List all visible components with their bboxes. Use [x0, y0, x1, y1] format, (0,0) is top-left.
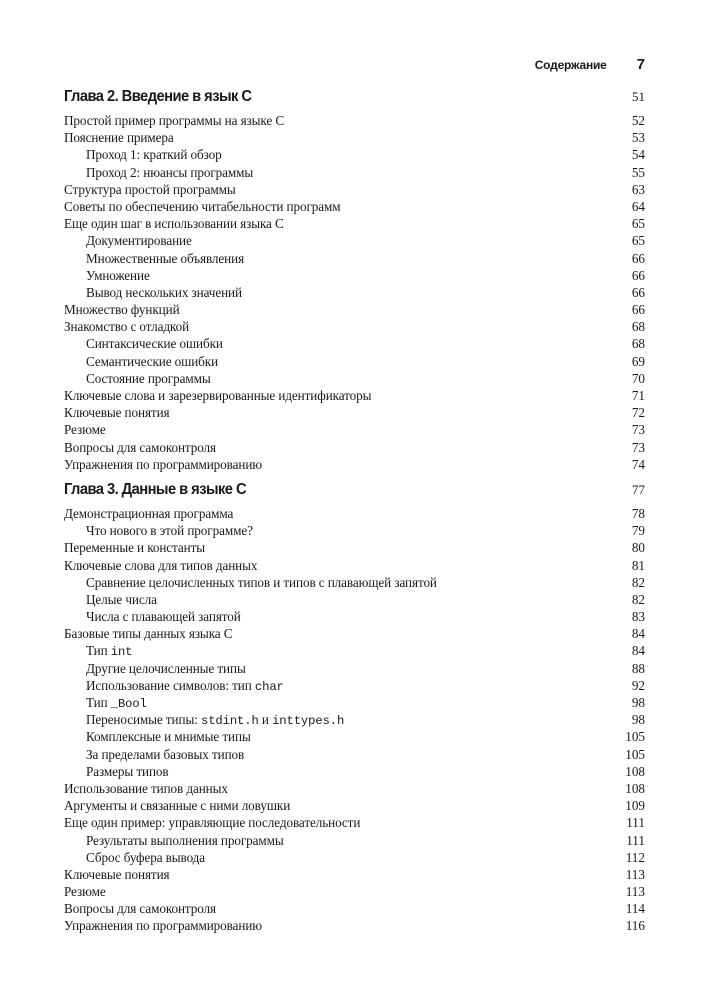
toc-entry-title	[64, 625, 232, 642]
toc-entry-page: 63	[631, 181, 645, 197]
toc-section	[64, 404, 645, 421]
entry-text: Тип	[86, 643, 111, 659]
toc-section	[64, 539, 645, 556]
toc-subsection	[64, 677, 645, 694]
page-number: 7	[636, 56, 645, 73]
toc-entry-page: 98	[631, 712, 645, 728]
entry-text: Целые числа	[86, 591, 157, 607]
toc-section	[64, 421, 645, 438]
toc-entry-title	[64, 232, 192, 249]
toc-entry-title	[64, 728, 251, 745]
entry-text: Знакомство с отладкой	[64, 319, 190, 335]
toc-entry-page: 116	[625, 918, 645, 934]
toc-entry-title	[64, 318, 189, 335]
toc-entry-page: 69	[631, 353, 645, 369]
code-term: stdint.h	[200, 714, 259, 729]
entry-text: Вопросы для самоконтроля	[64, 901, 217, 917]
toc-entry-title	[64, 832, 284, 849]
toc-entry-title	[64, 608, 241, 625]
chapter-title: Глава 2. Введение в язык С	[64, 88, 252, 105]
entry-text: Переменные и константы	[64, 540, 206, 556]
toc-section	[64, 129, 645, 146]
toc-entry-title	[64, 250, 244, 267]
entry-text: Ключевые понятия	[64, 866, 170, 882]
toc-entry-title	[64, 456, 262, 473]
toc-entry-page: 81	[631, 557, 645, 573]
toc-section	[64, 318, 645, 335]
toc-entry-page: 65	[631, 233, 645, 249]
chapter-heading	[64, 88, 645, 112]
entry-text: Вывод нескольких значений	[86, 284, 242, 300]
entry-text: За пределами базовых типов	[86, 746, 245, 762]
toc-subsection	[64, 608, 645, 625]
toc-section	[64, 439, 645, 456]
toc-entry-page: 66	[631, 267, 645, 283]
toc-entry-page: 112	[625, 849, 645, 865]
entry-text: Вопросы для самоконтроля	[64, 439, 217, 455]
toc-entry-title	[64, 883, 106, 900]
toc-section	[64, 215, 645, 232]
toc-entry-page: 80	[631, 540, 645, 556]
entry-text: Аргументы и связанные с ними ловушки	[64, 798, 291, 814]
toc-subsection	[64, 232, 645, 249]
toc-entry-page: 64	[631, 198, 645, 214]
toc-entry-title	[64, 539, 205, 556]
entry-text: Простой пример программы на языке С	[64, 113, 285, 128]
entry-text: Результаты выполнения программы	[86, 832, 284, 848]
toc-entry-page: 92	[631, 677, 645, 693]
entry-text: Структура простой программы	[64, 181, 236, 197]
entry-text: Множественные объявления	[86, 250, 245, 266]
toc-entry-title	[64, 746, 244, 763]
toc-entry-title	[64, 591, 157, 608]
toc-entry-page: 113	[625, 884, 645, 900]
toc-subsection	[64, 522, 645, 539]
toc-entry-page: 114	[625, 901, 645, 917]
toc-entry-title	[64, 660, 246, 677]
toc-entry-title	[64, 353, 218, 370]
toc-entry-page: 66	[631, 284, 645, 300]
toc-entry-page: 78	[631, 505, 645, 521]
table-of-contents	[64, 88, 645, 935]
toc-entry-title	[64, 112, 284, 129]
toc-subsection	[64, 335, 645, 352]
toc-entry-title	[64, 404, 170, 421]
toc-entry-title	[64, 284, 242, 301]
toc-subsection	[64, 642, 645, 659]
toc-entry-title	[64, 215, 284, 232]
entry-text: Семантические ошибки	[86, 353, 219, 369]
toc-section	[64, 112, 645, 129]
toc-entry-page: 65	[631, 216, 645, 232]
toc-entry-page: 54	[631, 147, 645, 163]
toc-entry-page: 88	[631, 660, 645, 676]
toc-entry-page: 84	[631, 626, 645, 642]
toc-entry-title	[64, 574, 437, 591]
toc-entry-title	[64, 505, 233, 522]
toc-entry-title	[64, 814, 360, 831]
entry-text: Состояние программы	[86, 370, 211, 386]
toc-subsection	[64, 660, 645, 677]
toc-entry-page: 52	[631, 113, 645, 128]
toc-entry-page: 68	[631, 336, 645, 352]
code-term: int	[110, 645, 133, 660]
toc-section	[64, 387, 645, 404]
chapter-page: 51	[632, 89, 645, 104]
entry-text: Ключевые понятия	[64, 405, 170, 421]
toc-entry-page: 105	[625, 746, 645, 762]
entry-text: Переносимые типы:	[86, 712, 201, 728]
entry-text: Резюме	[64, 884, 106, 900]
toc-subsection	[64, 763, 645, 780]
toc-subsection	[64, 250, 645, 267]
toc-entry-title	[64, 267, 150, 284]
toc-subsection	[64, 832, 645, 849]
toc-entry-title	[64, 146, 222, 163]
toc-subsection	[64, 370, 645, 387]
toc-entry-title	[64, 335, 223, 352]
toc-section	[64, 181, 645, 198]
toc-entry-page: 111	[626, 832, 645, 848]
toc-entry-page: 83	[631, 609, 645, 625]
toc-entry-page: 113	[625, 866, 645, 882]
entry-text: Еще один пример: управляющие последовательности	[64, 815, 361, 831]
chapter-title: Глава 3. Данные в языке С	[64, 480, 247, 498]
toc-entry-title	[64, 917, 262, 934]
toc-entry-page: 73	[631, 439, 645, 455]
toc-subsection	[64, 591, 645, 608]
toc-entry-title	[64, 387, 371, 404]
toc-entry-page: 66	[631, 302, 645, 318]
toc-section	[64, 456, 645, 473]
toc-entry-page: 82	[631, 574, 645, 590]
toc-section	[64, 883, 645, 900]
toc-subsection	[64, 146, 645, 163]
toc-entry-title	[64, 849, 205, 866]
toc-entry-page: 68	[631, 319, 645, 335]
running-head	[535, 56, 645, 73]
toc-section	[64, 625, 645, 642]
entry-text: Умножение	[86, 267, 150, 283]
entry-text: Документирование	[86, 233, 192, 249]
entry-text: Упражнения по программированию	[64, 918, 263, 934]
code-term: _Bool	[110, 697, 147, 711]
toc-entry-title	[64, 370, 211, 387]
toc-entry-page: 98	[631, 695, 645, 710]
entry-text: Упражнения по программированию	[64, 456, 263, 472]
code-term: inttypes.h	[272, 714, 345, 729]
chapter-page: 77	[632, 481, 645, 497]
entry-text: Что нового в этой программе?	[86, 523, 253, 539]
toc-subsection	[64, 849, 645, 866]
toc-section	[64, 557, 645, 574]
toc-entry-page: 82	[631, 591, 645, 607]
entry-text: Размеры типов	[86, 763, 169, 779]
toc-entry-page: 55	[631, 164, 645, 180]
toc-section	[64, 301, 645, 318]
toc-entry-title	[64, 780, 228, 797]
toc-entry-page: 84	[631, 643, 645, 659]
toc-entry-page: 66	[631, 250, 645, 266]
toc-section	[64, 866, 645, 883]
entry-text: Ключевые слова для типов данных	[64, 557, 258, 573]
entry-text: Тип	[86, 695, 111, 710]
toc-entry-title	[64, 439, 216, 456]
running-head-title: Содержание	[534, 58, 607, 72]
toc-entry-title	[64, 866, 170, 883]
entry-text: Использование символов: тип	[86, 677, 255, 693]
toc-entry-title	[64, 522, 253, 539]
toc-subsection	[64, 164, 645, 181]
entry-text: Другие целочисленные типы	[86, 660, 246, 676]
toc-entry-title	[64, 557, 257, 574]
toc-entry-page: 79	[631, 523, 645, 539]
entry-text: Пояснение примера	[64, 130, 174, 146]
toc-section	[64, 814, 645, 831]
toc-entry-title	[64, 301, 180, 318]
entry-text: Проход 2: нюансы программы	[86, 164, 254, 180]
toc-subsection	[64, 746, 645, 763]
entry-text: Множество функций	[64, 302, 180, 318]
toc-entry-page: 111	[626, 815, 645, 831]
entry-text: Еще один шаг в использовании языка С	[64, 216, 284, 232]
toc-subsection	[64, 284, 645, 301]
toc-subsection	[64, 353, 645, 370]
entry-text: Резюме	[64, 422, 106, 438]
entry-text: Сравнение целочисленных типов и типов с плавающей запятой	[86, 574, 437, 590]
toc-subsection	[64, 267, 645, 284]
entry-text: Синтаксические ошибки	[86, 336, 223, 352]
toc-entry-page: 71	[631, 388, 645, 403]
toc-entry-title	[64, 900, 216, 917]
toc-entry-title	[64, 797, 290, 814]
toc-entry-page: 53	[631, 130, 645, 146]
toc-entry-page: 108	[625, 763, 645, 779]
toc-section	[64, 780, 645, 797]
entry-text: Сброс буфера вывода	[86, 849, 206, 865]
toc-section	[64, 505, 645, 522]
code-term: char	[254, 679, 284, 694]
toc-entry-page: 105	[625, 729, 645, 745]
entry-text: Комплексные и мнимые типы	[86, 729, 251, 745]
toc-subsection	[64, 711, 645, 728]
toc-subsection	[64, 728, 645, 745]
entry-text: и	[258, 712, 273, 728]
toc-section	[64, 797, 645, 814]
toc-subsection	[64, 694, 645, 711]
toc-section	[64, 900, 645, 917]
toc-entry-page: 108	[625, 780, 645, 796]
toc-entry-page: 70	[631, 370, 645, 386]
entry-text: Использование типов данных	[64, 780, 228, 796]
entry-text: Проход 1: краткий обзор	[86, 147, 222, 163]
entry-text: Демонстрационная программа	[64, 505, 234, 521]
toc-entry-page: 109	[625, 798, 645, 814]
entry-text: Числа с плавающей запятой	[86, 609, 241, 625]
toc-entry-page: 74	[631, 456, 645, 472]
entry-text: Базовые типы данных языка С	[64, 626, 233, 642]
toc-entry-page: 72	[631, 405, 645, 421]
entry-text: Советы по обеспечению читабельности программ	[64, 198, 341, 214]
toc-entry-title	[64, 164, 253, 181]
chapter-heading	[64, 481, 645, 505]
toc-entry-title	[64, 129, 174, 146]
toc-subsection	[64, 574, 645, 591]
toc-section	[64, 917, 645, 934]
toc-section	[64, 198, 645, 215]
toc-entry-title	[64, 421, 106, 438]
toc-entry-title	[64, 198, 341, 215]
toc-entry-title	[64, 763, 169, 780]
toc-entry-page: 73	[631, 422, 645, 438]
entry-text: Ключевые слова и зарезервированные идентификаторы	[64, 388, 372, 403]
toc-entry-title	[64, 181, 236, 198]
